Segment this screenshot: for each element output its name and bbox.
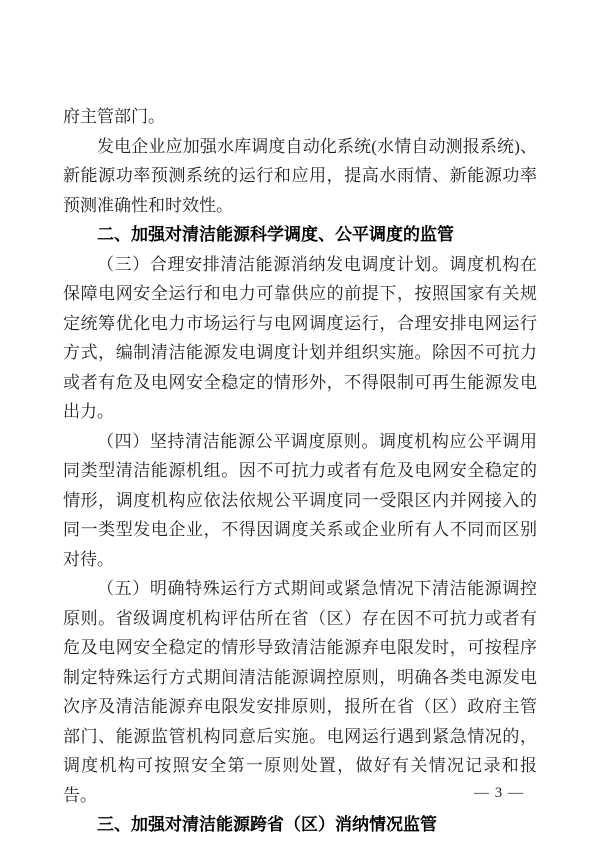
paragraph-power-generation: 发电企业应加强水库调度自动化系统(水情自动测报系统)、新能源功率预测系统的运行和应用，提高水雨情、新能源功率预测准确性和时效性。	[63, 136, 537, 215]
paragraph-item-4-lead: （四）坚持清洁能源公平调度原则。	[97, 431, 379, 451]
paragraph-continuation: 府主管部门。	[63, 107, 165, 126]
document-body	[63, 102, 537, 840]
paragraph-item-3	[63, 250, 537, 427]
paragraph-item-3-lead: （三）合理安排清洁能源消纳发电调度计划。	[97, 254, 450, 274]
paragraph-item-5-text: 省级调度机构评估所在省（区）存在因不可抗力或者有危及电网安全稳定的情形导致清洁能源弃电限发时，可按程序制定特殊运行方式期间清洁能源调控原则，明确各类电源发电次序及清洁能源弃电限发安排原则，报所在省（区）政府主管部门、能源监管机构同意后实施。电网运行遇到紧急情况的，调度机构可按照安全第一原则处置，做好有关情况记录和报告。	[63, 608, 538, 805]
paragraph-item-5-lead: （五）明确特殊运行方式期间或紧急情况下清洁能源调控原则。	[63, 579, 537, 628]
page-number: — 3 —	[474, 785, 524, 801]
section-heading-2: 二、加强对清洁能源科学调度、公平调度的监管	[97, 225, 454, 244]
paragraph-item-3-text: 调度机构在保障电网安全运行和电力可靠供应的前提下，按照国家有关规定统筹优化电力市场运行与电网调度运行，合理安排电网运行方式，编制清洁能源发电调度计划并组织实施。除因不可抗力或者有危及电网安全稳定的情形外，不得限制可再生能源发电出力。	[63, 254, 537, 421]
paragraph-item-4	[63, 427, 537, 575]
section-heading-3: 三、加强对清洁能源跨省（区）消纳情况监管	[97, 815, 437, 834]
paragraph-item-4-text: 调度机构应公平调用同类型清洁能源机组。因不可抗力或者有危及电网安全稳定的情形，调度机构应依法依规公平调度同一受限区内并网接入的同一类型发电企业，不得因调度关系或企业所有人不同而区别对待。	[63, 431, 537, 569]
paragraph-item-5	[63, 574, 537, 810]
